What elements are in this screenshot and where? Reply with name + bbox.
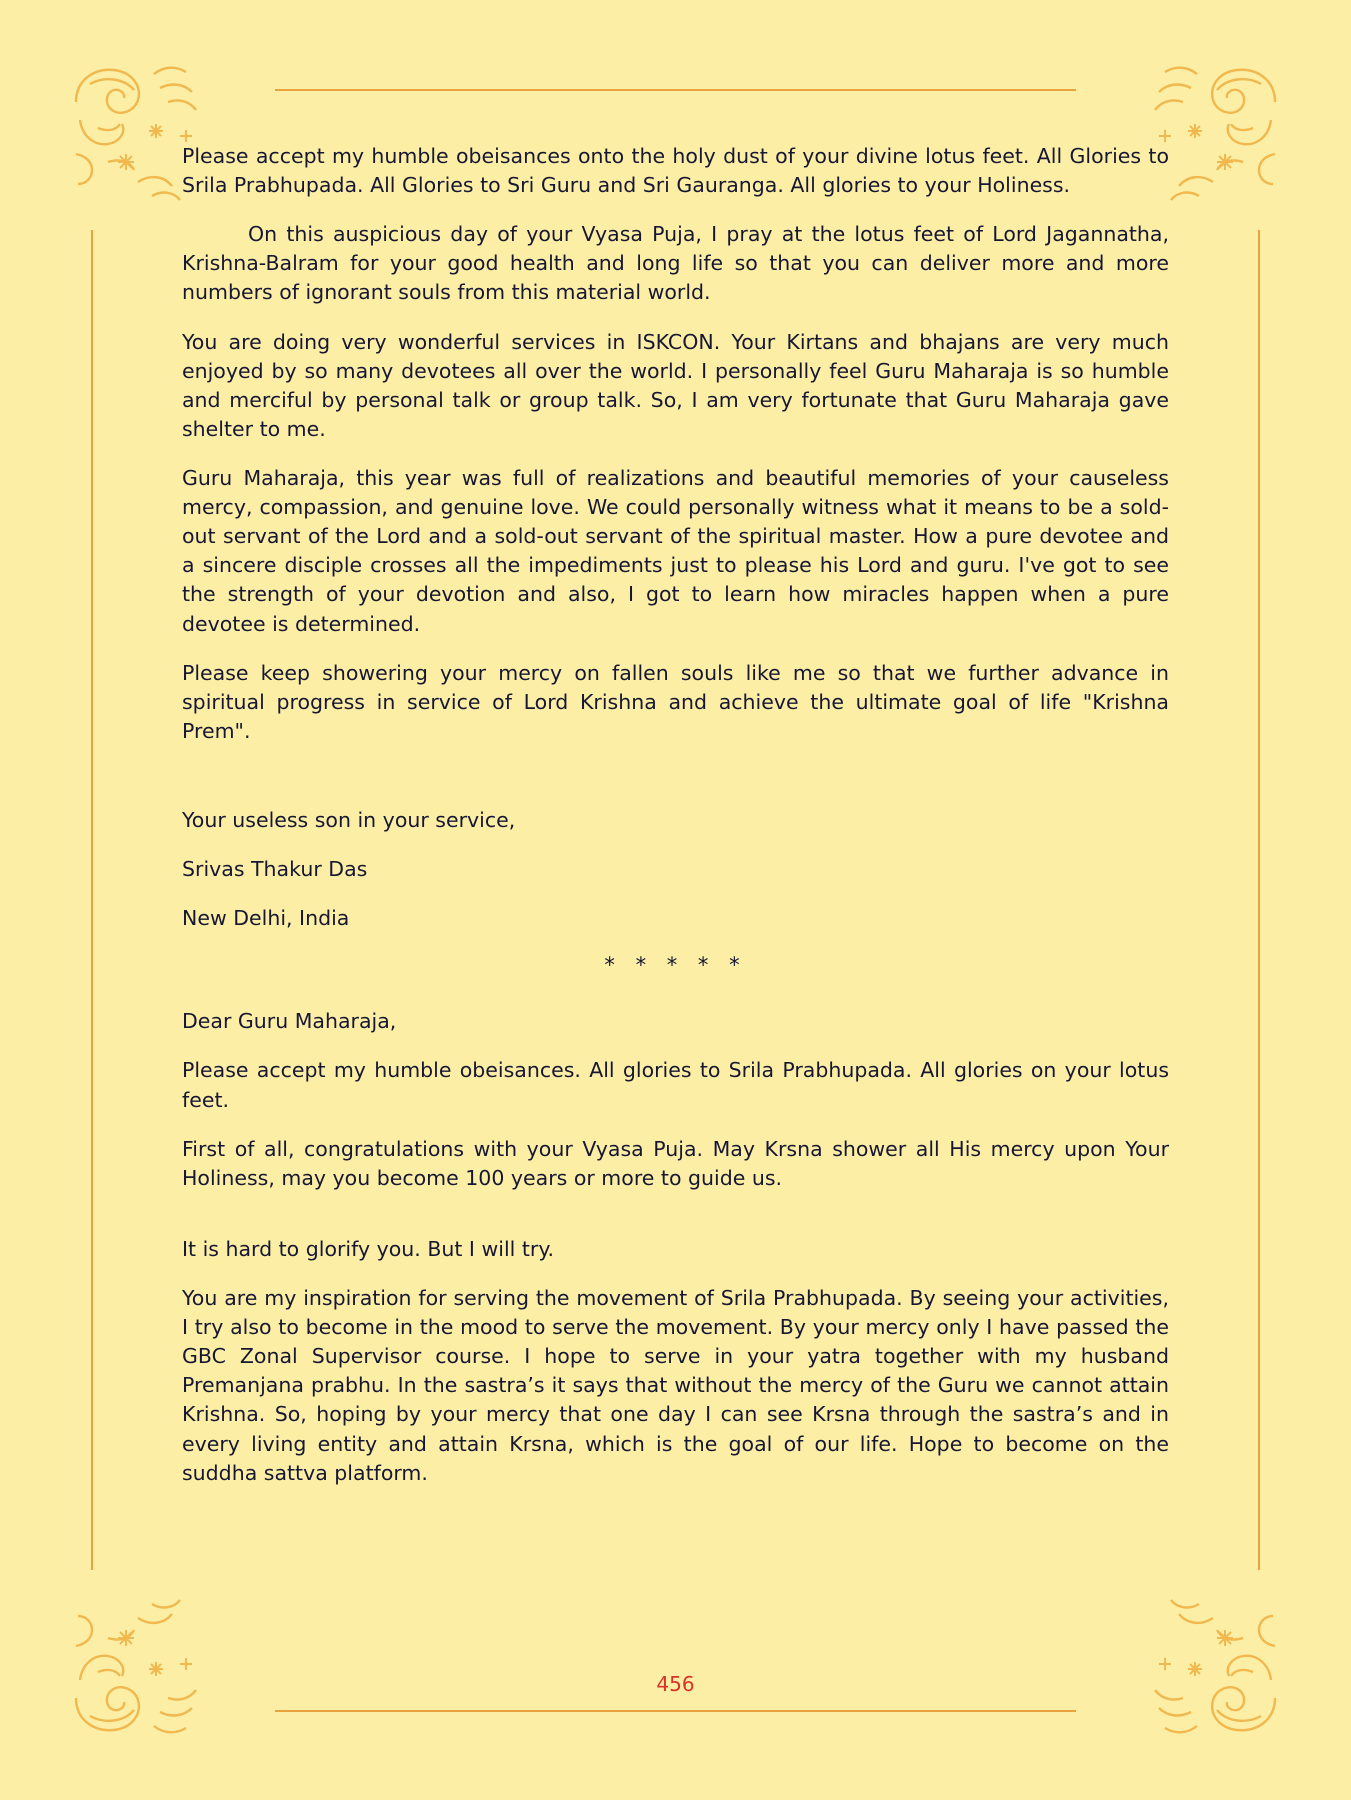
- section-separator: * * * * *: [604, 953, 747, 978]
- frame-line-right: [1258, 230, 1260, 1570]
- floral-corner-ornament-icon: [1133, 1588, 1283, 1738]
- letter-one-paragraph: Guru Maharaja, this year was full of realizations and beautiful memories of your causeless mercy, compassion, and genuine love. We could personally witness what it means to be a sold-out servant of the Lord and a sold-out servant of the spiritual master. How a pure devotee and a sincere disciple crosses all the impediments just to please his Lord and guru. I've got to see the strength of your devotion and also, I got to learn how miracles happen when a pure devotee is determined.: [182, 465, 1169, 636]
- letter-one-signature-block: [182, 806, 1169, 933]
- letter-two-paragraph: First of all, congratulations with your Vyasa Puja. May Krsna shower all His mercy upon Your Holiness, may you become 100 years or more to guide us.: [182, 1136, 1169, 1190]
- letter-one-closing: Your useless son in your service,: [182, 807, 516, 832]
- frame-line-left: [91, 230, 93, 1570]
- letter-two-salutation: Dear Guru Maharaja,: [182, 1009, 397, 1034]
- letter-body: [182, 142, 1169, 1508]
- page-number: 456: [656, 1672, 695, 1696]
- floral-corner-ornament-icon: [68, 1588, 218, 1738]
- letter-one-paragraph: Please accept my humble obeisances onto the holy dust of your divine lotus feet. All Glories to Srila Prabhupada. All Glories to Sri Guru and Sri Gauranga. All glories to your Holiness.: [182, 144, 1169, 198]
- letter-one-signature: Srivas Thakur Das: [182, 857, 368, 882]
- letter-one-paragraph: Please keep showering your mercy on fallen souls like me so that we further advance in spiritual progress in service of Lord Krishna and achieve the ultimate goal of life "Krishna Prem".: [182, 660, 1169, 743]
- letter-one-paragraph: You are doing very wonderful services in ISKCON. Your Kirtans and bhajans are very much enjoyed by so many devotees all over the world. I personally feel Guru Maharaja is so humble and merciful by personal talk or group talk. So, I am very fortunate that Guru Maharaja gave shelter to me.: [182, 329, 1169, 441]
- letter-two-paragraph: You are my inspiration for serving the movement of Srila Prabhupada. By seeing your activities, I try also to become in the mood to serve the movement. By your mercy only I have passed the GBC Zonal Supervisor course. I hope to serve in your yatra together with my husband Premanjana prabhu. In the sastra’s it says that without the mercy of the Guru we cannot attain Krishna. So, hoping by your mercy that one day I can see Krsna through the sastra’s and in every living entity and attain Krsna, which is the goal of our life. Hope to become on the suddha sattva platform.: [182, 1285, 1169, 1485]
- letter-one-paragraph: On this auspicious day of your Vyasa Puja, I pray at the lotus feet of Lord Jagannatha, Krishna-Balram for your good health and long life so that you can deliver more and more numbers of ignorant souls from this material world.: [182, 222, 1169, 305]
- frame-line-bottom: [275, 1710, 1076, 1712]
- spacer: [182, 1213, 1169, 1235]
- letter-two-paragraph: It is hard to glorify you. But I will try.: [182, 1236, 555, 1261]
- letter-one-location: New Delhi, India: [182, 906, 350, 931]
- letter-two-paragraph: Please accept my humble obeisances. All glories to Srila Prabhupada. All glories on your lotus feet.: [182, 1058, 1169, 1112]
- frame-line-top: [275, 89, 1076, 91]
- spacer: [182, 766, 1169, 806]
